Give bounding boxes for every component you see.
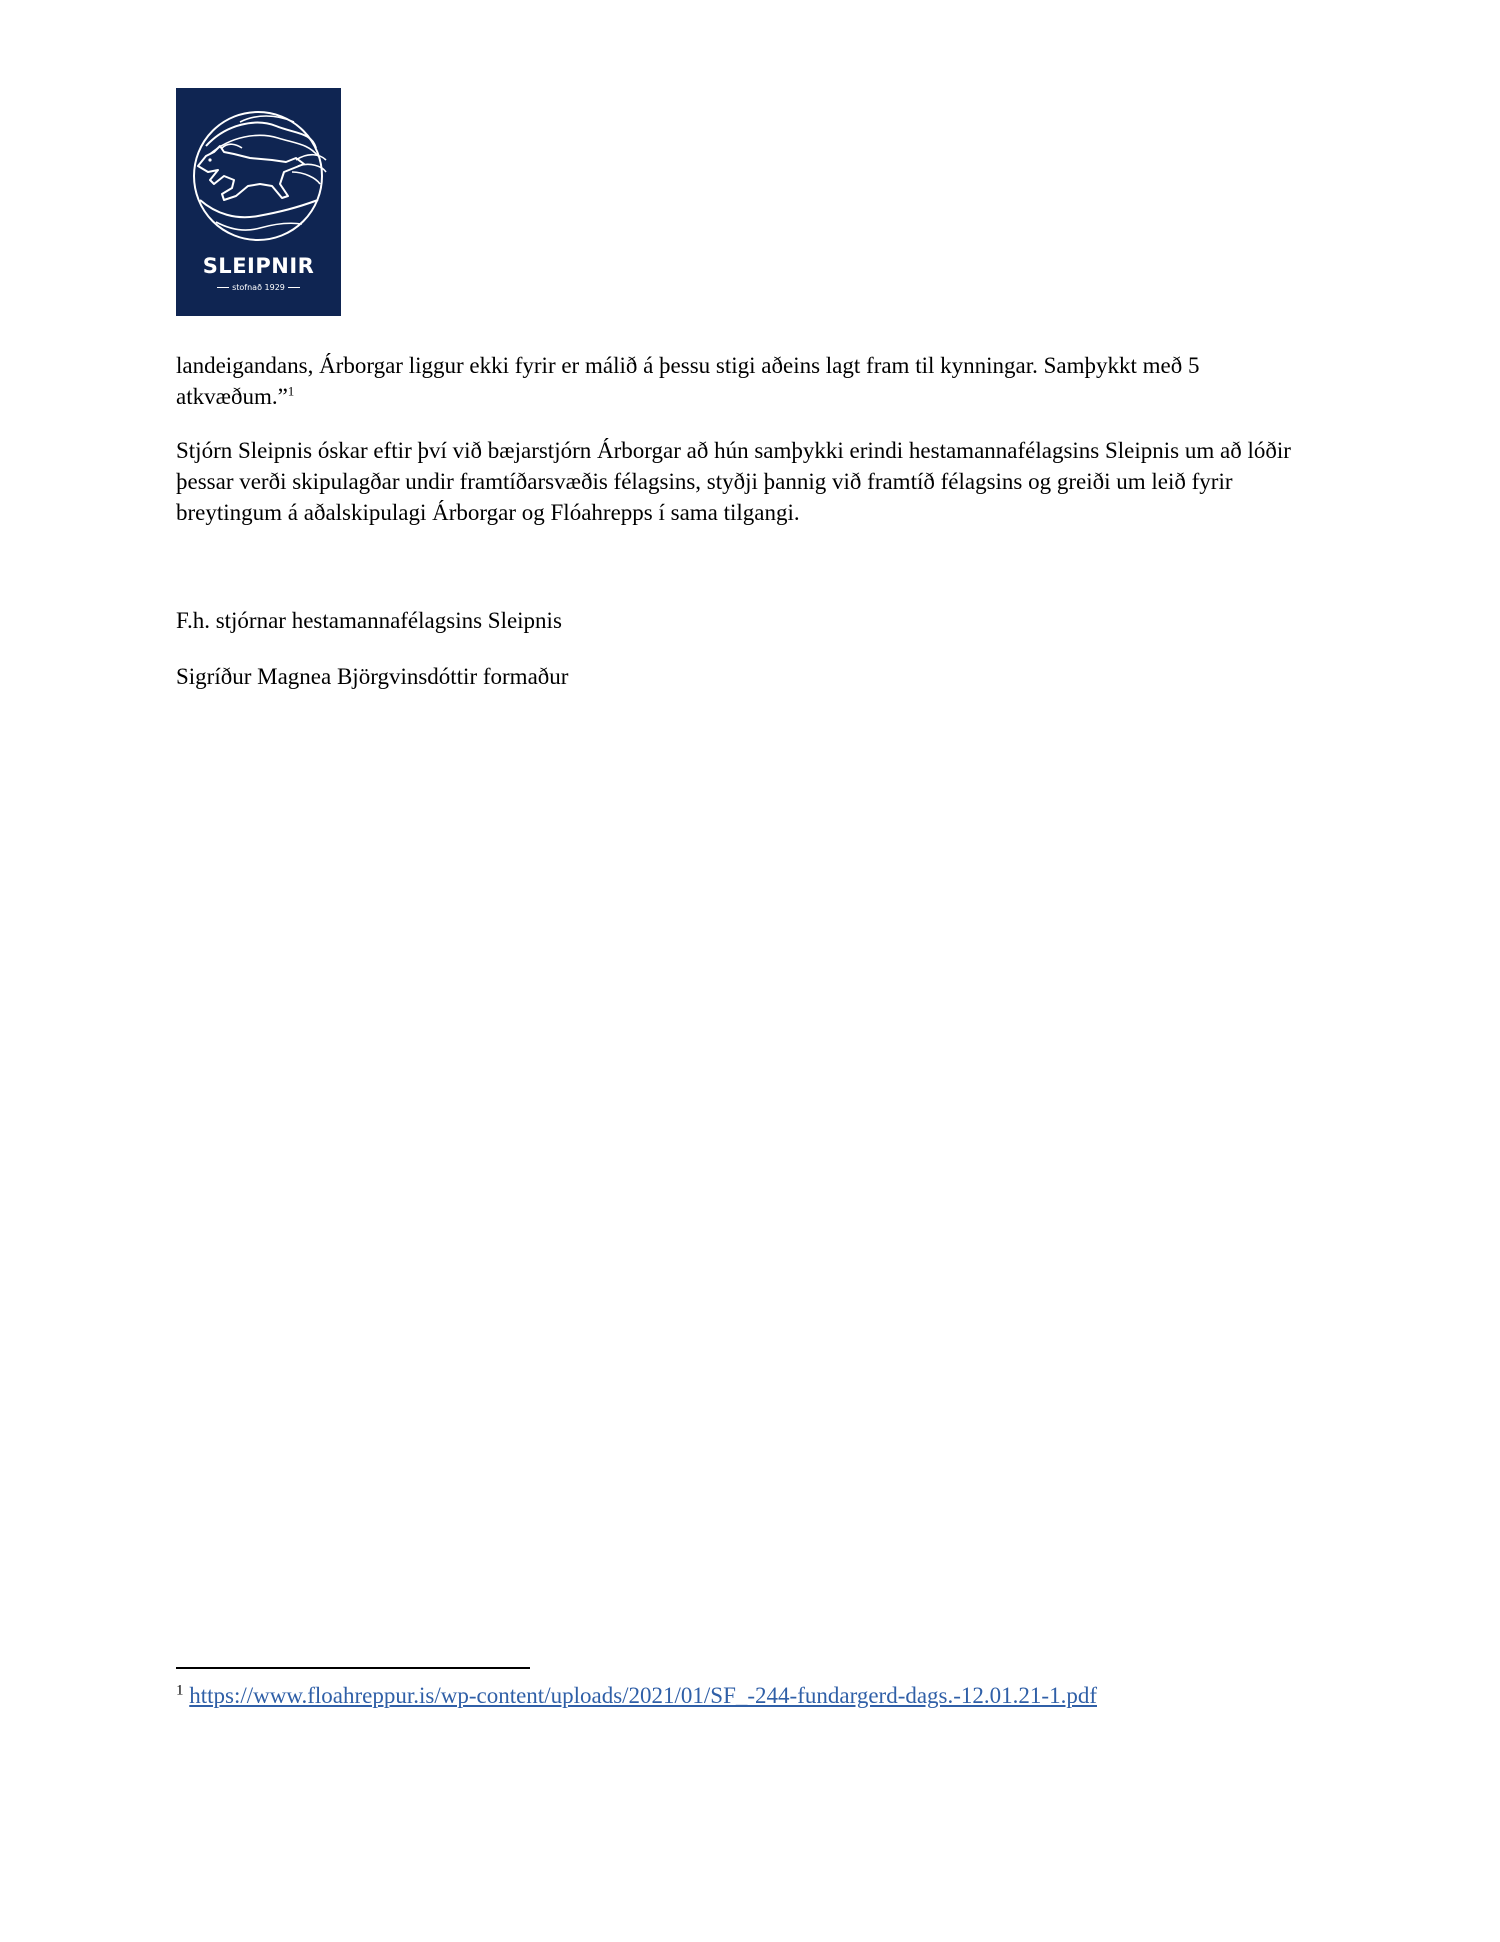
footnote-marker: 1 (176, 1682, 184, 1699)
logo-name: SLEIPNIR (202, 254, 315, 278)
footnote-separator (176, 1667, 530, 1669)
paragraph-request: Stjórn Sleipnis óskar eftir því við bæjarstjórn Árborgar að hún samþykki erindi hestamannafélagsins Sleipnis um að lóðir þessar verði skipulagðar undir framtíðarsvæðis félagsins, styðji þannig við framtíð félagsins og greiði um leið fyrir breytingum á aðalskipulagi Árborgar og Flóahrepps í sama tilgangi. (176, 438, 1291, 525)
footnote-link[interactable]: https://www.floahreppur.is/wp-content/uploads/2021/01/SF_-244-fundargerd-dags.-12.01.21-1.pdf (189, 1683, 1097, 1708)
divider (217, 287, 229, 288)
paragraph-text: landeigandans, Árborgar liggur ekki fyrir er málið á þessu stigi aðeins lagt fram til kynningar. Samþykkt með 5 atkvæðum.” (176, 353, 1200, 409)
footnote-reference[interactable]: 1 (287, 383, 295, 399)
footnote (176, 1681, 1376, 1711)
paragraph-continuation (176, 350, 1316, 412)
horse-emblem-icon (176, 88, 341, 316)
divider (288, 287, 300, 288)
signature-line: F.h. stjórnar hestamannafélagsins Sleipnis (176, 608, 562, 633)
signatory-name: Sigríður Magnea Björgvinsdóttir formaður (176, 664, 569, 689)
sleipnir-logo (176, 88, 341, 316)
logo-subtitle-text: stofnað 1929 (232, 283, 285, 292)
logo-subtitle (176, 283, 341, 292)
